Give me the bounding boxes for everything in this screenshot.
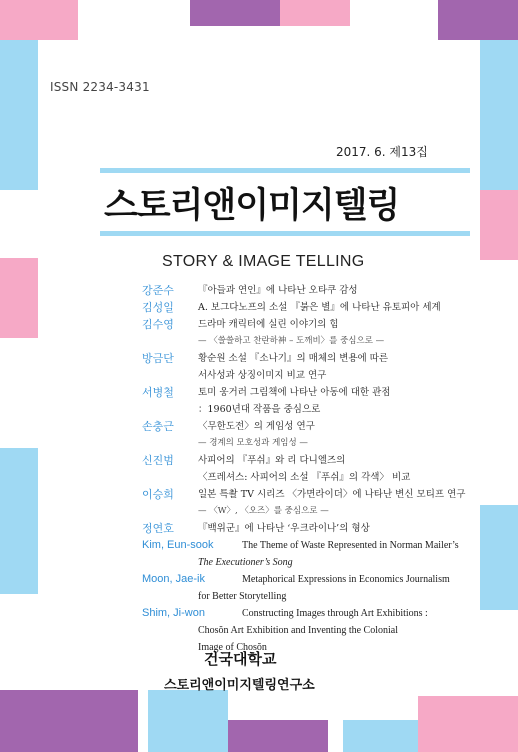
toc-subtitle: — 〈쓸쓸하고 찬란하神 – 도깨비〉를 중심으로 — [198,336,385,346]
deco-block-purple [38,690,138,752]
toc-title-cont: Image of Chosŏn [198,642,267,653]
publisher-university: 건국대학교 [204,650,277,668]
toc-author: Shim, Ji-won [142,607,205,619]
toc-entry [142,418,482,452]
toc-title-cont: The Executioner’s Song [198,557,293,568]
toc-entry-en [142,571,482,605]
deco-block-purple [480,0,518,40]
issn-number: ISSN 2234-3431 [50,80,150,94]
toc-entry [142,316,482,350]
deco-block-pink [418,696,480,752]
table-of-contents [142,282,482,656]
journal-title-english: STORY & IMAGE TELLING [162,253,365,270]
toc-entry [142,299,482,316]
deco-block-purple [438,0,480,40]
deco-block-purple [228,720,328,752]
toc-author: 김성일 [142,301,174,314]
toc-author: 김수영 [142,318,174,331]
toc-author: 서병철 [142,386,174,399]
toc-title: 『백위군』에 나타난 ‘우크라이나’의 형상 [198,523,370,534]
deco-block-pink [0,0,38,40]
deco-block-pink [480,696,518,752]
deco-block-pink [280,0,350,26]
toc-title-cont: ：1960년대 작품을 중심으로 [198,404,321,415]
toc-subtitle: — 〈W〉, 〈오즈〉를 중심으로 — [198,506,329,516]
deco-block-blue [480,505,518,610]
toc-author: Kim, Eun-sook [142,539,214,551]
toc-author: Moon, Jae-ik [142,573,205,585]
deco-block-blue [0,448,38,594]
deco-block-blue [343,720,418,752]
toc-author: 이승희 [142,488,174,501]
journal-title-korean: 스토리앤이미지텔링 [104,186,400,226]
deco-block-pink [38,0,78,40]
toc-subtitle: — 경계의 모호성과 게임성 — [198,438,308,448]
issue-info: 2017. 6. 제13집 [336,145,428,159]
deco-block-blue [148,690,228,752]
toc-entry [142,520,482,537]
deco-block-blue [480,40,518,190]
toc-title-cont: 〈프레셔스: 사피어의 소설 『푸쉬』의 각색〉 비교 [198,472,411,483]
toc-title-cont: Chosŏn Art Exhibition and Inventing the Colonial [198,625,398,636]
toc-entry [142,452,482,486]
toc-entry [142,486,482,520]
title-top-rule [100,168,470,173]
toc-title: The Theme of Waste Represented in Norman Mailer’s [242,540,459,551]
toc-title: 토미 웅거러 그림책에 나타난 아동에 대한 관점 [198,387,391,398]
toc-title-cont: for Better Storytelling [198,591,287,602]
toc-entry [142,350,482,384]
deco-block-pink [480,190,518,260]
toc-author: 신진범 [142,454,174,467]
deco-block-blue [0,40,38,190]
title-bottom-rule [100,231,470,236]
toc-title: 『아들과 연인』에 나타난 오타쿠 감성 [198,285,358,296]
deco-block-purple [0,690,38,752]
publisher-institute: 스토리앤이미지텔링연구소 [164,678,315,693]
toc-title: Constructing Images through Art Exhibitions : [242,608,428,619]
toc-title: 〈무한도전〉의 게임성 연구 [198,421,315,432]
toc-title: Metaphorical Expressions in Economics Journalism [242,574,450,585]
toc-entry-en [142,537,482,571]
toc-title: 드라마 캐릭터에 실린 이야기의 힘 [198,319,339,330]
deco-block-pink [0,258,38,338]
toc-author: 정연호 [142,522,174,535]
toc-title-cont: 서사성과 상징이미지 비교 연구 [198,370,327,381]
toc-title: 일본 특촬 TV 시리즈 〈가면라이더〉에 나타난 변신 모티프 연구 [198,489,466,500]
toc-entry [142,282,482,299]
toc-author: 방금단 [142,352,174,365]
toc-title: 황순원 소설 『소나기』의 매체의 변용에 따른 [198,353,389,364]
toc-entry [142,384,482,418]
toc-title: A. 보그다노프의 소설 『붉은 별』에 나타난 유토피아 세계 [198,302,441,313]
toc-title: 사피어의 『푸쉬』와 리 다니엘즈의 [198,455,346,466]
toc-author: 손충근 [142,420,174,433]
deco-block-purple [190,0,280,26]
toc-author: 강준수 [142,284,174,297]
toc-entry-en [142,605,482,656]
